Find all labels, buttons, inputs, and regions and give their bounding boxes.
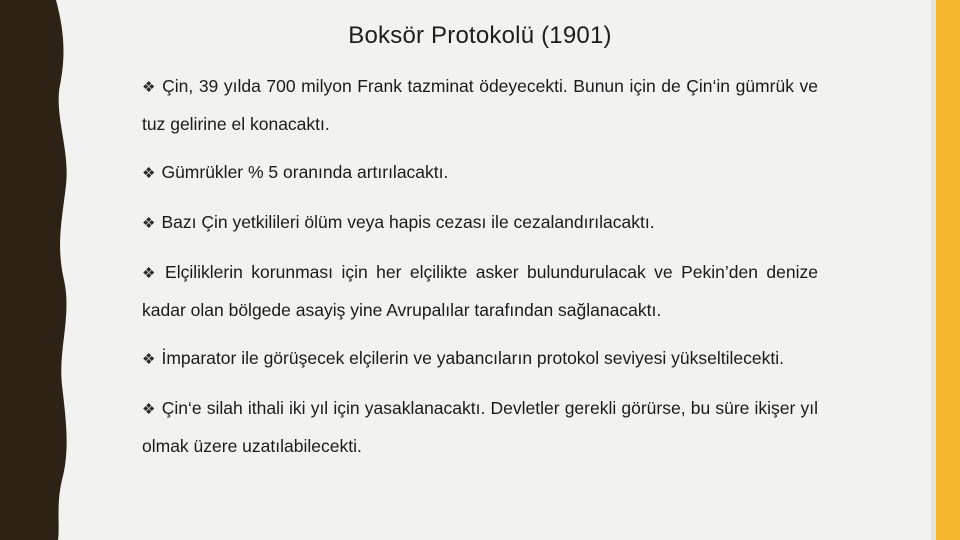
bullet-item [142, 68, 818, 142]
right-accent-bar [936, 0, 960, 540]
diamond-bullet-icon: ❖ [142, 265, 160, 282]
bullet-item [142, 154, 818, 192]
bullet-item [142, 204, 818, 242]
bullet-text: Elçiliklerin korunması için her elçilikte asker bulundurulacak ve Pekin’den denize kadar olan bölgede asayiş yine Avrupalılar tarafından sağlanacaktı. [142, 262, 818, 320]
diamond-bullet-icon: ❖ [142, 351, 156, 368]
diamond-bullet-icon: ❖ [142, 401, 156, 418]
diamond-bullet-icon: ❖ [142, 165, 156, 182]
bullet-list [142, 68, 818, 476]
bullet-text: Çin‘e silah ithali iki yıl için yasaklanacaktı. Devletler gerekli görürse, bu süre ikişer yıl olmak üzere uzatılabilecekti. [142, 398, 818, 456]
diamond-bullet-icon: ❖ [142, 215, 156, 232]
left-decorative-band [0, 0, 72, 540]
bullet-item [142, 254, 818, 328]
bullet-item [142, 390, 818, 464]
bullet-item [142, 340, 818, 378]
diamond-bullet-icon: ❖ [142, 79, 157, 96]
bullet-text: Gümrükler % 5 oranında artırılacaktı. [161, 162, 449, 182]
bullet-text: İmparator ile görüşecek elçilerin ve yabancıların protokol seviyesi yükseltilecekti. [161, 348, 784, 368]
slide-title: Boksör Protokolü (1901) [348, 22, 612, 49]
bullet-text: Bazı Çin yetkilileri ölüm veya hapis cezası ile cezalandırılacaktı. [161, 212, 655, 232]
bullet-text: Çin, 39 yılda 700 milyon Frank tazminat ödeyecekti. Bunun için de Çin‘in gümrük ve tuz gelirine el konacaktı. [142, 76, 818, 134]
